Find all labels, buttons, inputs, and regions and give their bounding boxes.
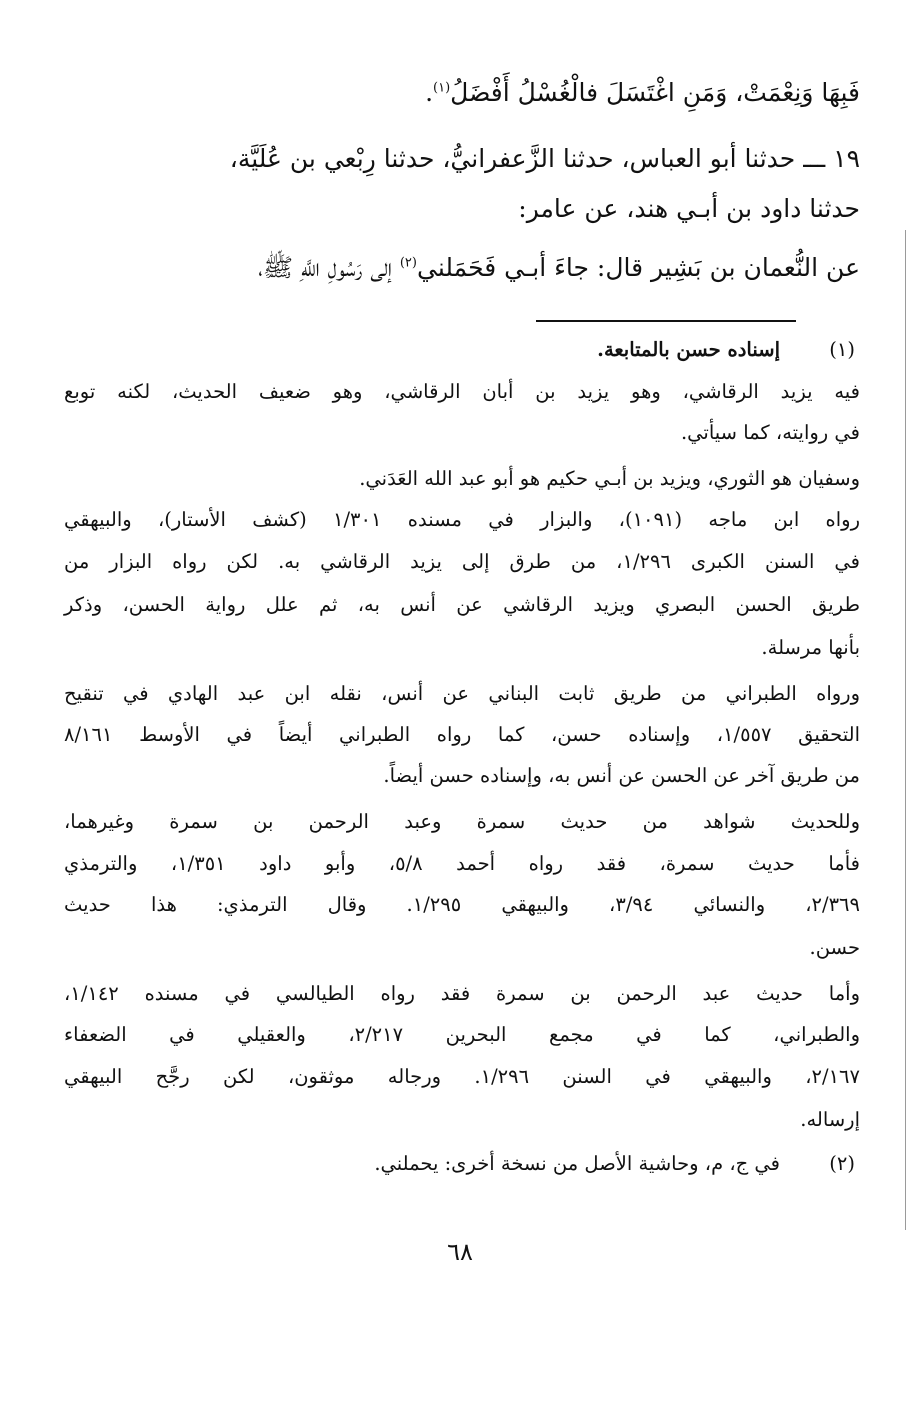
footnote-1-line: طريق الحسن البصري ويزيد الرقاشي عن أنس به، ثم علل رواية الحسن، وذكر (64, 593, 860, 616)
footnote-1-line: في السنن الكبرى ١/٢٩٦، من طرق إلى يزيد الرقاشي به. لكن رواه البزار من (64, 550, 860, 573)
footnote-ref-1: (١) (433, 80, 451, 96)
footnote-1-line: وأما حديث عبد الرحمن بن سمرة فقد رواه الطيالسي في مسنده ١/١٤٢، (64, 982, 860, 1005)
footnote-1-line: ورواه الطبراني من طريق ثابت البناني عن أنس، نقله ابن عبد الهادي في تنقيح (64, 682, 860, 705)
scan-edge-line (905, 230, 906, 1230)
footnote-1-line: وسفيان هو الثوري، ويزيد بن أبـي حكيم هو أبو عبد الله العَدَني. (359, 467, 860, 490)
footnote-separator (536, 320, 796, 322)
footnote-1-line: وللحديث شواهد من حديث سمرة وعبد الرحمن بن سمرة وغيرهما، (64, 810, 860, 833)
footnote-1-line: رواه ابن ماجه (١٠٩١)، والبزار في مسنده ١/٣٠١ (كشف الأستار)، والبيهقي (64, 508, 860, 531)
footnote-1-line: فيه يزيد الرقاشي، وهو يزيد بن أبان الرقاشي، وهو ضعيف الحديث، لكنه توبع (64, 380, 860, 403)
footnote-2-text: في ج، م، وحاشية الأصل من نسخة أخرى: يحملني. (374, 1152, 780, 1175)
main-line-4-a: عن النُّعمان بن بَشِير قال: جاءَ أبـي فَحَمَلني (416, 253, 860, 282)
main-line-2-text: ـــ حدثنا أبو العباس، حدثنا الزَّعفرانيُّ، حدثنا رِبْعي بن عُلَيَّة، (229, 144, 826, 173)
book-page (40, 0, 880, 1422)
footnote-2-number: (٢) (829, 1152, 855, 1175)
footnote-1-line: من طريق آخر عن الحسن عن أنس به، وإسناده حسن أيضاً. (383, 764, 860, 787)
footnote-1-line: التحقيق ١/٥٥٧، وإسناده حسن، كما رواه الطبراني أيضاً في الأوسط ٨/١٦١ (64, 723, 860, 746)
footnote-1-line: فأما حديث سمرة، فقد رواه أحمد ٥/٨، وأبو داود ١/٣٥١، والترمذي (64, 852, 860, 875)
footnote-1-line: والطبراني، كما في مجمع البحرين ٢/٢١٧، والعقيلي في الضعفاء (64, 1023, 860, 1046)
main-line-2 (230, 144, 860, 173)
main-line-1-end: . (425, 78, 434, 107)
footnote-1-line: حسن. (809, 936, 860, 959)
footnote-1-line: في روايته، كما سيأتي. (680, 421, 860, 444)
main-line-3: حدثنا داود بن أبـي هند، عن عامر: (518, 194, 860, 223)
footnote-1-number: (١) (829, 338, 855, 361)
footnote-1-line: بأنها مرسلة. (761, 636, 860, 659)
page-number: ٦٨ (447, 1238, 473, 1266)
hadith-number: ١٩ (833, 144, 860, 173)
main-line-4-b: إلى رَسُولِ اللَّهِ ﷺ، (258, 253, 392, 282)
footnote-1-line: إرساله. (800, 1108, 860, 1131)
footnote-1-line: ٢/١٦٧، والبيهقي في السنن ١/٢٩٦. ورجاله موثقون، لكن رجَّح البيهقي (64, 1065, 860, 1088)
main-line-1 (425, 78, 860, 107)
footnote-1-line: ٢/٣٦٩، والنسائي ٣/٩٤، والبيهقي ١/٢٩٥. وقال الترمذي: هذا حديث (64, 893, 860, 916)
main-line-4 (258, 252, 860, 289)
footnote-1-heading: إسناده حسن بالمتابعة. (597, 338, 780, 361)
main-line-1-text: فَبِهَا وَنِعْمَتْ، وَمَنِ اغْتَسَلَ فالْغُسْلُ أَفْضَلُ (450, 78, 860, 107)
footnote-ref-2: (٢) (399, 255, 417, 271)
